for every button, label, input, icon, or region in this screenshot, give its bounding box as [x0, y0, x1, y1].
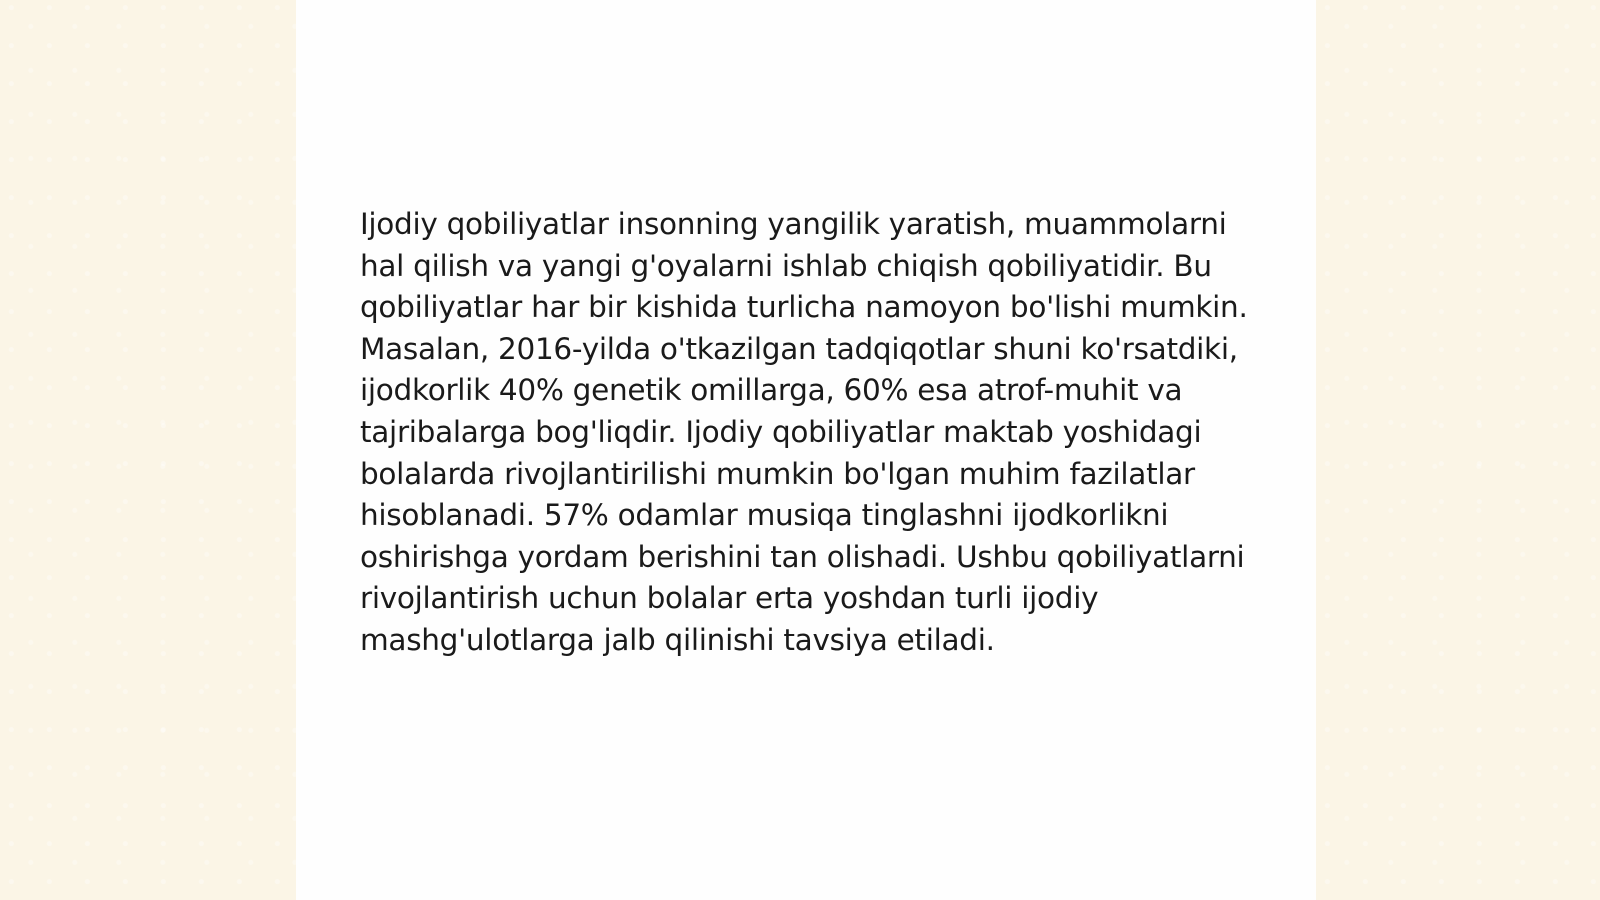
background-left-panel [0, 0, 296, 900]
slide-canvas [296, 0, 1316, 900]
background-right-panel [1316, 0, 1600, 900]
slide-body-text: Ijodiy qobiliyatlar insonning yangilik yaratish, muammolarni hal qilish va yangi g'oyalarni ishlab chiqish qobiliyatidir. Bu qobiliyatlar har bir kishida turlicha namoyon bo'lishi mumkin. Masalan, 2016-yilda o'tkazilgan tadqiqotlar shuni ko'rsatdiki, ijodkorlik 40% genetik omillarga, 60% esa atrof-muhit va tajribalarga bog'liqdir. Ijodiy qobiliyatlar maktab yoshidagi bolalarda rivojlantirilishi mumkin bo'lgan muhim fazilatlar hisoblanadi. 57% odamlar musiqa tinglashni ijodkorlikni oshirishga yordam berishini tan olishadi. Ushbu qobiliyatlarni rivojlantirish uchun bolalar erta yoshdan turli ijodiy mashg'ulotlarga jalb qilinishi tavsiya etiladi. [360, 207, 1248, 657]
